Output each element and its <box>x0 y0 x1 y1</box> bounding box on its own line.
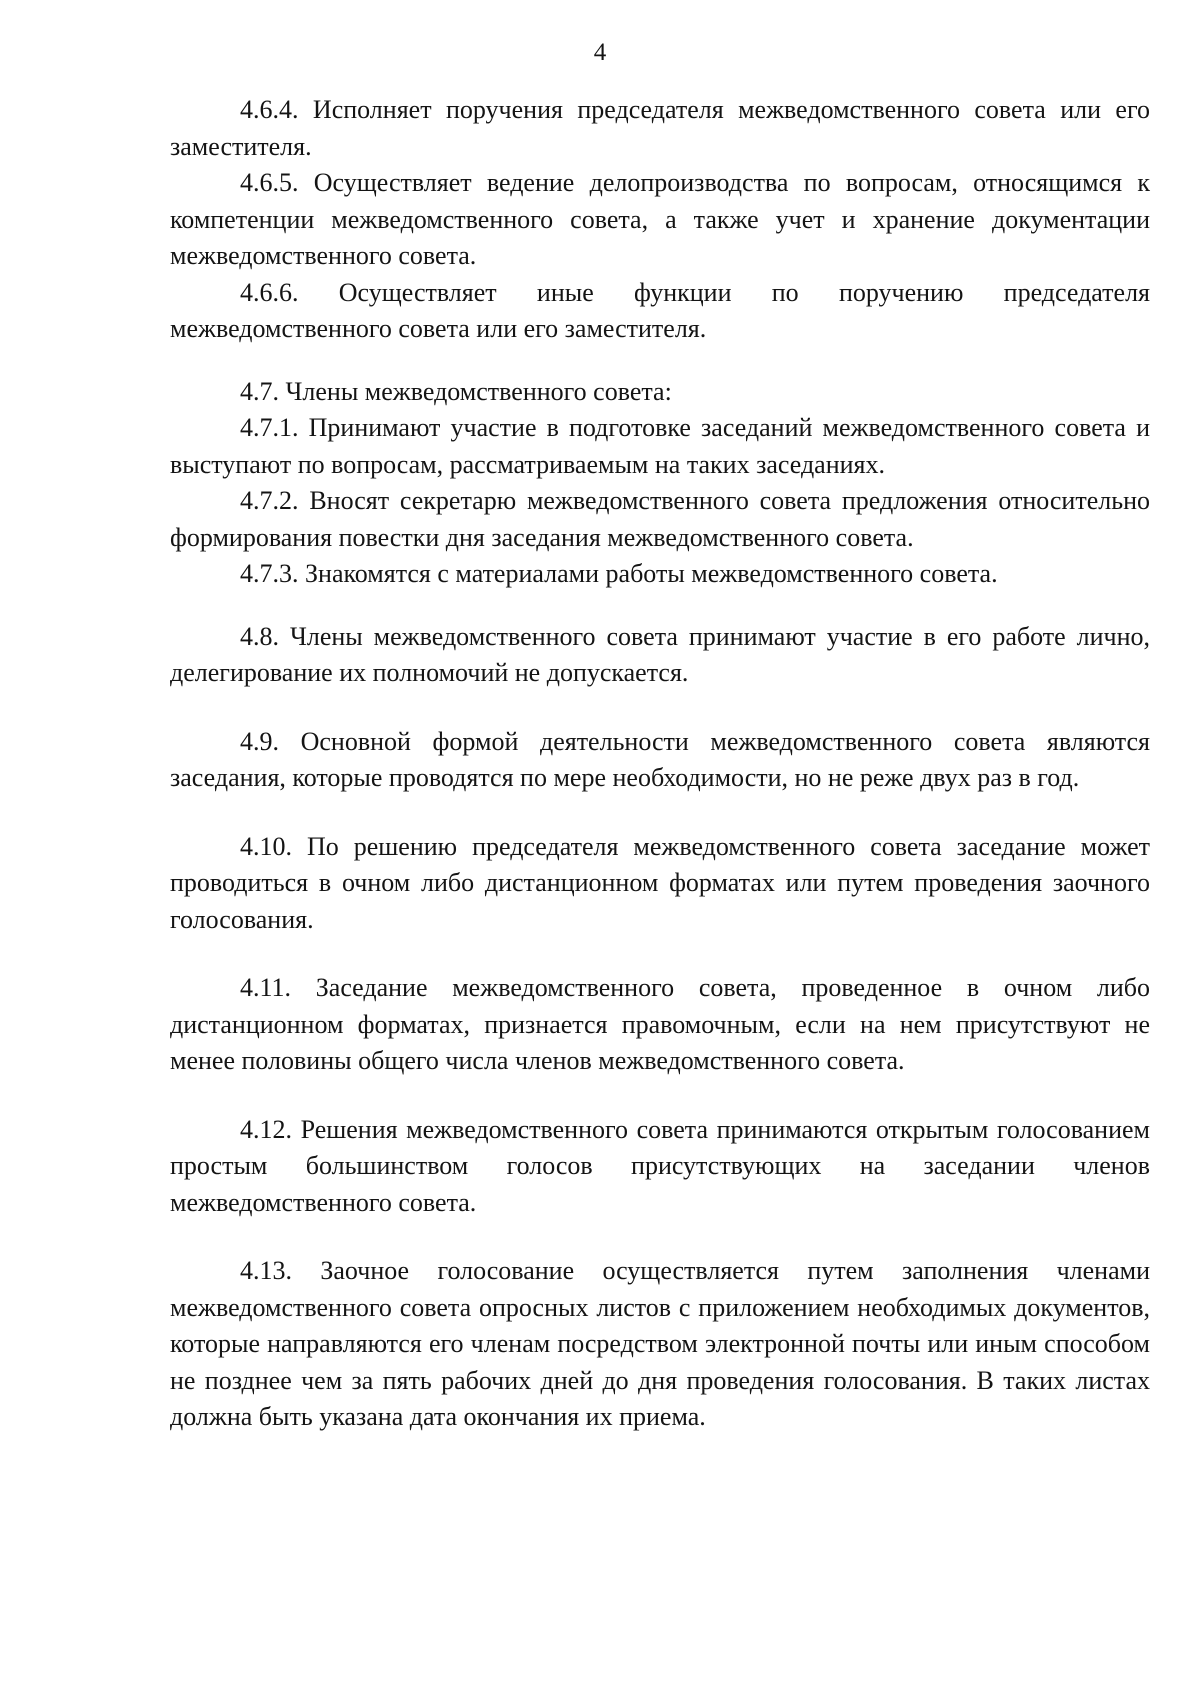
paragraph-4-9: 4.9. Основной формой деятельности межведомственного совета являются заседания, которые проводятся по мере необходимости, но не реже двух раз в год. <box>170 726 1150 792</box>
paragraph-4-6-6: 4.6.6. Осуществляет иные функции по поручению председателя межведомственного совета или его заместителя. <box>170 277 1150 343</box>
paragraph-4-7-2: 4.7.2. Вносят секретарю межведомственного совета предложения относительно формирования повестки дня заседания межведомственного совета. <box>170 486 1150 552</box>
paragraph-4-6-5: 4.6.5. Осуществляет ведение делопроизводства по вопросам, относящимся к компетенции межведомственного совета, а также учет и хранение документации межведомственного совета. <box>170 168 1150 270</box>
paragraph-4-7: 4.7. Члены межведомственного совета: <box>240 376 672 406</box>
paragraph-4-11: 4.11. Заседание межведомственного совета, проведенное в очном либо дистанционном форматах, признается правомочным, если на нем присутствуют не менее половины общего числа членов межведомственного совета. <box>170 973 1150 1075</box>
paragraph-4-7-1: 4.7.1. Принимают участие в подготовке заседаний межведомственного совета и выступают по вопросам, рассматриваемым на таких заседаниях. <box>170 413 1150 479</box>
paragraph-4-7-3: 4.7.3. Знакомятся с материалами работы межведомственного совета. <box>240 559 998 588</box>
page-number: 4 <box>593 39 607 66</box>
paragraph-4-13: 4.13. Заочное голосование осуществляется путем заполнения членами межведомственного совета опросных листов с приложением необходимых документов, которые направляются его членам посредством электронной почты или иным способом не позднее чем за пять рабочих дней до дня проведения голосования. В таких листах должна быть указана дата окончания их приема. <box>170 1256 1150 1431</box>
paragraph-4-8: 4.8. Члены межведомственного совета принимают участие в его работе лично, делегирование их полномочий не допускается. <box>170 621 1150 687</box>
paragraph-4-10: 4.10. По решению председателя межведомственного совета заседание может проводиться в очном либо дистанционном форматах или путем проведения заочного голосования. <box>170 831 1150 934</box>
paragraph-4-12: 4.12. Решения межведомственного совета принимаются открытым голосованием простым большинством голосов присутствующих на заседании членов межведомственного совета. <box>170 1114 1150 1217</box>
document-body <box>170 92 1150 1436</box>
paragraph-4-6-4: 4.6.4. Исполняет поручения председателя межведомственного совета или его заместителя. <box>170 95 1150 161</box>
